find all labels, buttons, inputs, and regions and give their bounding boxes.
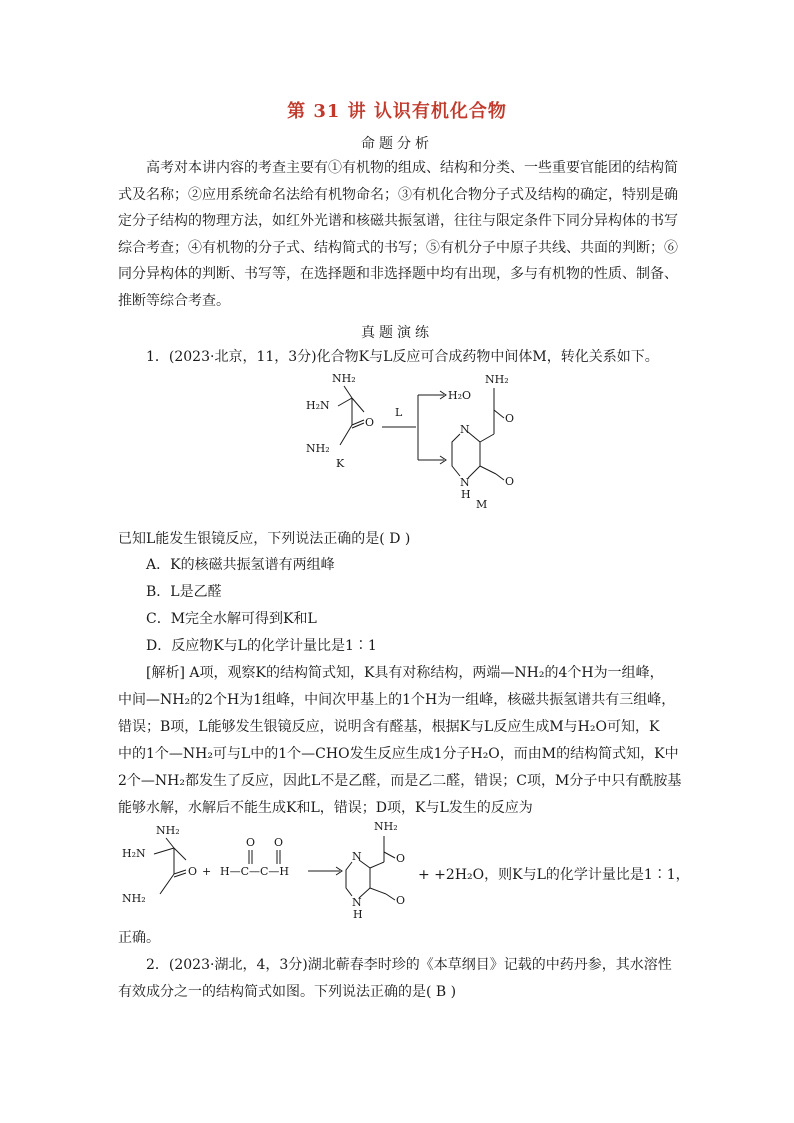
question-1-option-a: A．K的核磁共振氢谱有两组峰 [146, 557, 335, 573]
svg-text:O: O [505, 475, 515, 488]
analysis-line-6: 能够水解，水解后不能生成K和L，错误；D项，K与L发生的反应为 [118, 800, 533, 816]
question-2-stem-line-2: 有效成分之一的结构简式如图。下列说法正确的是( B ) [118, 984, 457, 1000]
svg-text:L: L [395, 406, 403, 419]
intro-paragraph: 高考对本讲内容的考查主要有①有机物的组成、结构和分类、一些重要官能团的结构简式及名称；②应用系统命名法给有机物命名；③有机化合物分子式及结构的确定，特别是确定分子结构的物理方法，如红外光谱和核磁共振氢谱，往往与限定条件下同分异构体的书写综合考查；④有机物的分子式、结构简式的书写；⑤有机分子中原子共线、共面的判断；⑥同分异构体的判断、书写等，在选择题和非选择题中均有出现，多与有机物的性质、制备、推断等综合考查。 [118, 160, 678, 309]
analysis-line-3: 错误；B项，L能够发生银镜反应，说明含有醛基，根据K与L反应生成M与H₂O可知，K [118, 719, 660, 735]
svg-text:O: O [246, 836, 256, 849]
equation-glyoxal [220, 836, 289, 878]
svg-text:NH₂: NH₂ [485, 373, 509, 386]
svg-text:H—C—C—H: H—C—C—H [220, 865, 290, 878]
svg-text:H: H [353, 908, 363, 920]
reaction-scheme [300, 370, 520, 515]
svg-text:NH₂: NH₂ [156, 824, 180, 837]
svg-text:O: O [396, 852, 406, 865]
analysis-line-5: 2个—NH₂都发生了反应，因此L不是乙醛，而是乙二醛，错误；C项，M分子中只有酰胺基 [118, 773, 682, 789]
svg-text:H₂O: H₂O [448, 389, 472, 402]
question-1-option-b: B．L是乙醛 [146, 584, 222, 600]
svg-text:O: O [188, 865, 198, 878]
svg-text:+: + [202, 865, 212, 878]
question-1-option-d: D．反应物K与L的化学计量比是1∶1 [146, 638, 377, 654]
svg-text:NH₂: NH₂ [332, 372, 356, 385]
svg-text:N: N [460, 476, 470, 489]
analysis-tag: [解析] [146, 665, 185, 681]
svg-text:N: N [352, 850, 362, 863]
molecule-k [306, 372, 374, 470]
question-1-stem: 1．(2023·北京，11，3分)化合物K与L反应可合成药物中间体M，转化关系如下。 [146, 349, 659, 365]
section-heading-practice: 真题演练 [361, 325, 433, 341]
svg-text:H: H [461, 488, 471, 501]
section-heading-analysis: 命题分析 [361, 136, 433, 152]
svg-text:M: M [476, 498, 488, 511]
svg-text:N: N [352, 896, 362, 909]
svg-text:H₂N: H₂N [122, 847, 146, 860]
question-1-option-c: C．M完全水解可得到K和L [146, 611, 317, 627]
svg-text:H₂N: H₂N [306, 399, 330, 412]
svg-text:O: O [505, 412, 515, 425]
svg-text:O: O [274, 836, 284, 849]
svg-text:N: N [460, 423, 470, 436]
svg-text:NH₂: NH₂ [306, 442, 330, 455]
analysis-line-4: 中的1个—NH₂可与L中的1个—CHO发生反应生成1分子H₂O，而由M的结构简式知，K中 [118, 746, 679, 762]
analysis-line-2: 中间—NH₂的2个H为1组峰，中间次甲基上的1个H为一组峰，核磁共振氢谱共有三组峰， [118, 692, 676, 708]
svg-text:K: K [336, 457, 345, 470]
question-2-stem-line-1: 2．(2023·湖北，4，3分)湖北蕲春李时珍的《本草纲目》记载的中药丹参，其水溶性 [146, 957, 672, 973]
analysis-conclusion: 正确。 [118, 930, 160, 946]
svg-text:O: O [365, 416, 375, 429]
question-1-prompt: 已知L能发生银镜反应，下列说法正确的是( D ) [118, 531, 411, 547]
svg-text:O: O [396, 894, 406, 907]
equation-molecule-m [346, 820, 405, 920]
analysis-line-1 [146, 662, 664, 682]
svg-text:NH₂: NH₂ [374, 820, 398, 833]
equation-molecule-k [122, 824, 197, 905]
analysis-text-1: A项，观察K的结构简式知，K具有对称结构，两端—NH₂的4个H为一组峰， [189, 665, 664, 681]
reaction-equation [118, 820, 418, 920]
page-title: 第 31 讲 认识有机化合物 [287, 101, 507, 122]
equation-tail: + +2H₂O，则K与L的化学计量比是1∶1， [418, 867, 690, 883]
svg-text:NH₂: NH₂ [122, 892, 146, 905]
